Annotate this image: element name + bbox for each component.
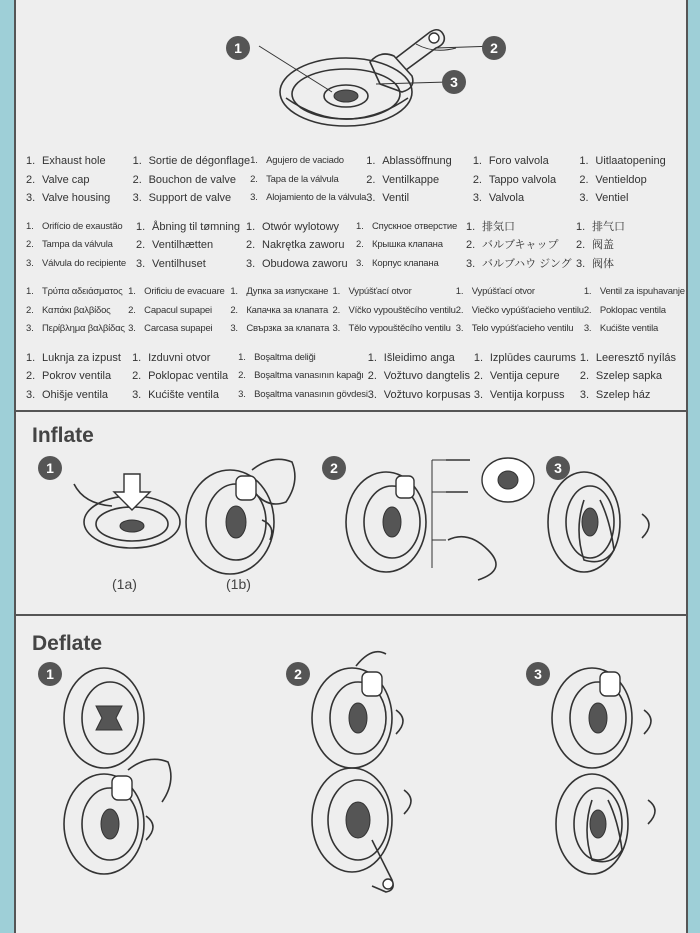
lang-dutch: 1. Uitlaatopening 2. Ventieldop 3. Ventiel: [579, 155, 666, 204]
lang-russian: 1. Спускное отверстие 2. Крышка клапана 3. Корпус клапана: [356, 220, 458, 269]
divider-bottom: [16, 614, 686, 616]
lang-french: 1. Sortie de dégonflage 2. Bouchon de valve 3. Support de valve: [132, 155, 251, 204]
lang-serbian: 1. Izduvni otvor 2. Poklopac ventila 3. Kućište ventila: [132, 351, 229, 401]
caption-1a: (1a): [112, 576, 137, 592]
lang-danish: 1. Åbning til tømning 2. Ventilhætten 3. Ventilhuset: [136, 220, 241, 270]
lang-german: 1. Ablassöffnung 2. Ventilkappe 3. Ventil: [366, 155, 452, 204]
deflate-step-3: 3: [526, 662, 550, 686]
language-row-3: [26, 283, 686, 339]
lang-romanian: 1. Orificiu de evacuare 2. Capacul supapei 3. Carcasa supapei: [128, 286, 225, 334]
lang-slovak: 1. Vypúšťací otvor 2. Viečko vypúšťacieho ventilu 3. Telo vypúšťacieho ventilu: [455, 286, 584, 334]
lang-japanese: 1. 排気口 2. バルブキャップ 3. バルブハウ ジング: [466, 220, 572, 270]
multilingual-parts-list: [26, 152, 686, 414]
lang-spanish: 1. Agujero de vaciado 2. Tapa de la válvula 3. Alojamiento de la válvula: [250, 155, 367, 203]
deflate-title: Deflate: [32, 632, 103, 655]
lang-lithuanian: 1. Išleidimo anga 2. Vožtuvo dangtelis 3. Vožtuvo korpusas: [367, 351, 471, 401]
instruction-sheet: [14, 0, 688, 933]
callout-3: 3: [442, 70, 466, 94]
callout-1: 1: [226, 36, 250, 60]
deflate-illustrations: [16, 640, 690, 930]
caption-1b: (1b): [226, 576, 251, 592]
lang-bulgarian: 1. Дупка за изпускане 2. Капачка за клапата 3. Свързка за клапата: [230, 286, 330, 334]
lang-italian: 1. Foro valvola 2. Tappo valvola 3. Valvola: [472, 155, 557, 204]
lang-english: 1. Exhaust hole 2. Valve cap 3. Valve housing: [26, 155, 111, 204]
lang-slovenian: 1. Luknja za izpust 2. Pokrov ventila 3. Ohišje ventila: [26, 351, 121, 401]
lang-latvian: 1. Izplūdes caurums 2. Ventija cepure 3. Ventija korpuss: [473, 351, 577, 401]
lang-croatian: 1. Ventil za ispuhavanje 2. Poklopac ventila 3. Kućište ventila: [583, 286, 685, 334]
language-row-2: [26, 218, 686, 274]
lang-hungarian: 1. Leeresztő nyílás 2. Szelep sapka 3. Szelep ház: [579, 351, 677, 401]
deflate-step-2: 2: [286, 662, 310, 686]
lang-turkish: 1. Boşaltma deliği 2. Boşaltma vanasının kapağı 3. Boşaltma vanasının gövdesi: [238, 351, 368, 400]
inflate-step-3: 3: [546, 456, 570, 480]
valve-parts-diagram: [16, 0, 690, 140]
callout-2: 2: [482, 36, 506, 60]
lang-polish: 1. Otwór wylotowy 2. Nakrętka zaworu 3. Obudowa zaworu: [246, 220, 348, 270]
language-row-1: [26, 152, 686, 208]
lang-greek: 1. Τρύπα αδειάσματος 2. Καπάκι βαλβίδος 3. Περίβλημα βαλβίδας: [26, 286, 125, 334]
deflate-step-1: 1: [38, 662, 62, 686]
inflate-illustrations: [16, 440, 690, 590]
lang-portuguese: 1. Orifício de exaustão 2. Tampa da válvula 3. Válvula do recipiente: [26, 220, 126, 269]
inflate-title: Inflate: [32, 424, 94, 447]
lang-chinese: 1. 排气口 2. 阀盖 3. 阀体: [576, 220, 625, 270]
language-row-4: [26, 349, 686, 405]
inflate-step-2: 2: [322, 456, 346, 480]
inflate-step-1: 1: [38, 456, 62, 480]
lang-czech: 1. Vypúšťací otvor 2. Víčko vypouštěcího ventilu 3. Tělo vypouštěcího ventilu: [332, 286, 456, 334]
divider-top: [16, 410, 686, 412]
